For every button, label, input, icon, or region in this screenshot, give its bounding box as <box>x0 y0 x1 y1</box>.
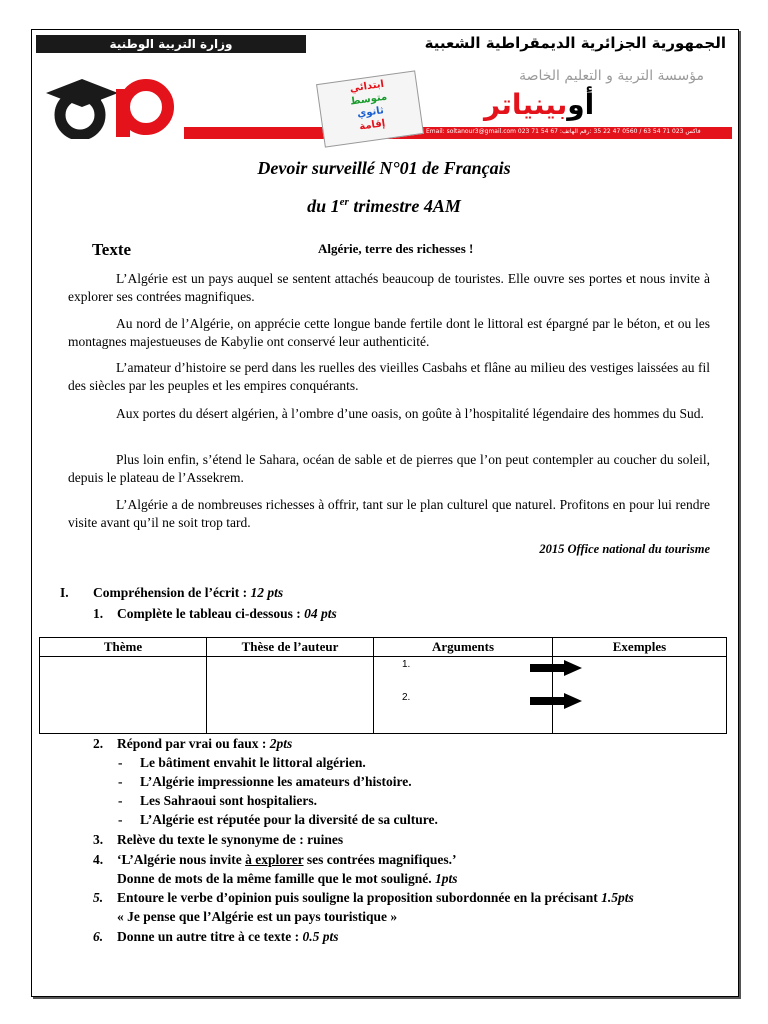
section-number: I. <box>60 585 69 600</box>
brand-name <box>484 88 594 121</box>
level-secondary: ثانوي <box>356 105 385 120</box>
question-points: 04 pts <box>304 606 337 621</box>
brand-name-part-red: بينياتر <box>484 88 568 121</box>
ministry-label: وزارة التربية الوطنية <box>36 35 306 53</box>
question-6 <box>93 929 338 945</box>
question-points: 1.5pts <box>601 890 634 905</box>
question-label: Entoure le verbe d’opinion puis souligne la proposition subordonnée en la précisant <box>117 890 602 905</box>
text-paragraph: Plus loin enfin, s’étend le Sahara, océan de sable et de pierres que l’on peut contempler au coucher du soleil, depuis le plateau de l’Assekrem. <box>68 452 710 485</box>
cell-these[interactable] <box>207 657 374 734</box>
cell-theme[interactable] <box>40 657 207 734</box>
section-points: 12 pts <box>250 585 284 600</box>
question-number: 4. <box>93 852 104 867</box>
question-points: 2pts <box>269 736 293 751</box>
exam-title: Devoir surveillé N°01 de Français <box>257 158 511 178</box>
section-label: Compréhension de l’écrit : <box>93 585 251 600</box>
true-false-item: - Les Sahraoui sont hospitaliers. <box>118 793 318 808</box>
answer-table <box>39 637 727 734</box>
header-arguments: Arguments <box>374 638 553 657</box>
institution-label: مؤسسة التربية و التعليم الخاصة <box>519 68 704 84</box>
underlined-word: à explorer <box>245 852 304 867</box>
true-false-item: - Le bâtiment envahit le littoral algérien. <box>118 755 366 770</box>
header-these: Thèse de l’auteur <box>207 638 374 657</box>
cell-arguments[interactable] <box>374 657 553 734</box>
question-label-end: ses contrées magnifiques.’ <box>303 852 457 867</box>
true-false-item: - L’Algérie est réputée pour la diversité de sa culture. <box>118 812 438 827</box>
section-heading <box>60 585 283 601</box>
text-paragraph: L’Algérie a de nombreuses richesses à offrir, tant sur le plan culturel que naturel. Profitons en pour lui rendre visite avant qu’il ne soit trop tard. <box>68 497 710 530</box>
level-primary: ابتدائي <box>349 78 385 95</box>
question-number: 1. <box>93 606 104 621</box>
question-3 <box>93 832 343 848</box>
true-false-item: - L’Algérie impressionne les amateurs d’histoire. <box>118 774 412 789</box>
table-row <box>40 657 727 734</box>
header-theme: Thème <box>40 638 207 657</box>
argument-2-label: 2. <box>402 692 411 703</box>
argument-1-label: 1. <box>402 659 411 670</box>
text-paragraph: Aux portes du désert algérien, à l’ombre d’une oasis, on goûte à l’hospitalité légendaire des hommes du Sud. <box>116 406 704 421</box>
true-false-text: L’Algérie impressionne les amateurs d’histoire. <box>140 774 412 789</box>
level-boarding: إقامة <box>358 118 386 133</box>
question-label: Donne de mots de la même famille que le mot souligné. <box>117 871 435 886</box>
question-points: 1pts <box>434 871 458 886</box>
question-label: Donne un autre titre à ce texte : <box>117 929 303 944</box>
question-2 <box>93 736 292 752</box>
text-title: Algérie, terre des richesses ! <box>318 241 474 256</box>
question-number: 2. <box>93 736 104 751</box>
question-label: Relève du texte le synonyme de : ruines <box>117 832 344 847</box>
question-4-line2 <box>117 871 457 887</box>
school-logo-icon <box>38 59 188 139</box>
header-exemples: Exemples <box>553 638 727 657</box>
true-false-text: Les Sahraoui sont hospitaliers. <box>140 793 318 808</box>
question-points: 0.5 pts <box>302 929 339 944</box>
table-header-row <box>40 638 727 657</box>
text-paragraph: Au nord de l’Algérie, on apprécie cette longue bande fertile dont le littoral est épargné par le béton, et ou les montagnes majestueuses de Kabylie ont conservé leur authenticité. <box>68 316 710 349</box>
text-source: 2015 Office national du tourisme <box>539 542 710 556</box>
question-number: 5. <box>93 890 104 905</box>
exam-subtitle <box>0 196 768 217</box>
exam-subtitle-a: du 1 <box>307 196 340 216</box>
question-1 <box>93 606 337 622</box>
question-label: Répond par vrai ou faux : <box>117 736 270 751</box>
question-label: ‘L’Algérie nous invite <box>117 852 246 867</box>
level-middle: متوسط <box>349 91 388 108</box>
question-number: 6. <box>93 929 104 944</box>
text-section-label: Texte <box>92 240 132 259</box>
question-5-quote: « Je pense que l’Algérie est un pays touristique » <box>117 909 398 924</box>
contact-info: Email: soltanour3@gmail.com 023 71 54 67 :فاكس 023 71 54 63 / 0560 47 22 35 :رقم الهاتف <box>426 128 701 135</box>
true-false-text: Le bâtiment envahit le littoral algérien. <box>140 755 366 770</box>
text-paragraph: L’Algérie est un pays auquel se sentent attachés beaucoup de touristes. Elle ouvre ses portes et nous invite à explorer ses contrées magnifiques. <box>68 271 710 304</box>
question-5 <box>93 890 634 906</box>
school-header <box>34 33 734 145</box>
text-paragraph: L’amateur d’histoire se perd dans les ruelles des vieilles Casbahs et flâne au milieu des vestiges laissées au fil des siècles par les peuples et les empires conquérants. <box>68 360 710 393</box>
true-false-text: L’Algérie est réputée pour la diversité de sa culture. <box>140 812 438 827</box>
cell-exemples[interactable] <box>553 657 727 734</box>
exam-subtitle-sup: er <box>339 196 349 208</box>
question-number: 3. <box>93 832 104 847</box>
republic-label: الجمهورية الجزائرية الديمقراطية الشعبية <box>424 34 726 52</box>
brand-name-part-black: أو <box>567 88 595 121</box>
question-label: Complète le tableau ci-dessous : <box>117 606 305 621</box>
question-4 <box>93 852 456 868</box>
exam-subtitle-b: trimestre 4AM <box>348 196 461 216</box>
